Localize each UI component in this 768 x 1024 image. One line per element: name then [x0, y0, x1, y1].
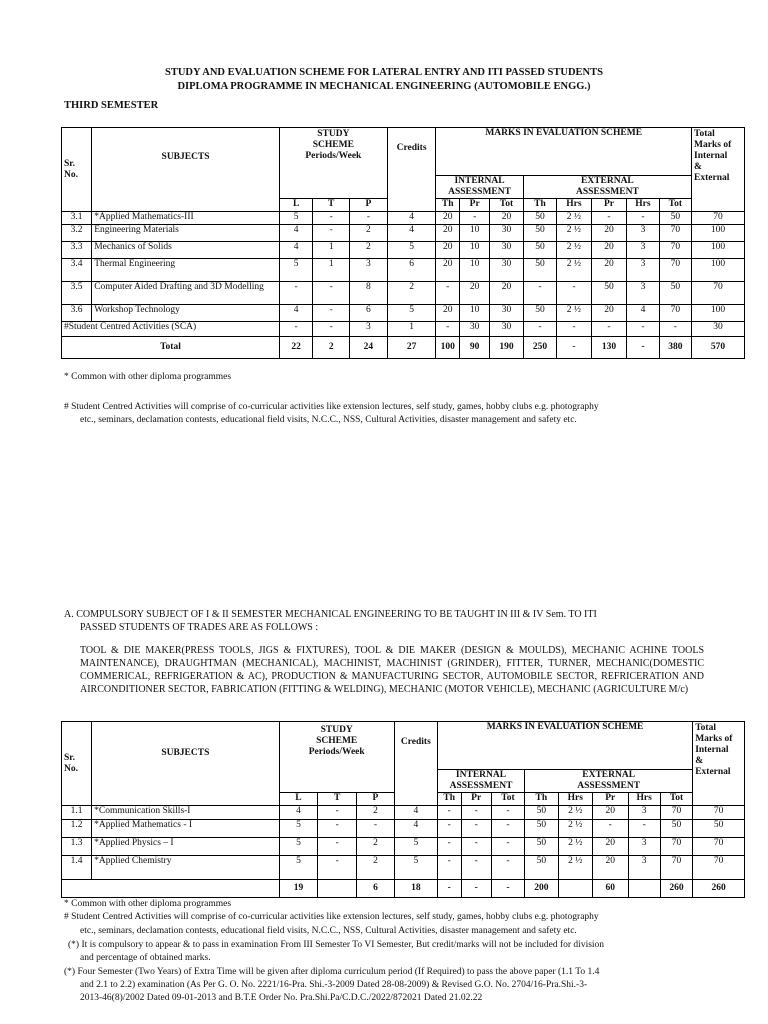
value-cell-ipr: 10: [460, 305, 490, 322]
value-cell-etot: 70: [659, 225, 691, 242]
value-cell-cr: 5: [387, 242, 436, 259]
total-cell-cr: 18: [394, 880, 437, 898]
value-cell-eth: -: [523, 322, 556, 337]
value-cell-epr: 20: [591, 242, 627, 259]
total-cell-t: [318, 880, 357, 898]
col-int-th: Th: [436, 199, 460, 212]
value-cell-total: 70: [692, 282, 745, 305]
value-cell-t: -: [313, 225, 350, 242]
value-cell-ehrs2: 3: [627, 282, 659, 305]
value-cell-p: -: [357, 820, 395, 838]
value-cell-t: -: [318, 820, 357, 838]
value-cell-ith: 20: [436, 259, 460, 282]
table-row-total: [62, 880, 745, 898]
col-ext-pr: Pr: [592, 793, 628, 806]
value-cell-total: 100: [692, 242, 745, 259]
total-cell-p: 6: [357, 880, 395, 898]
col-ext-hrs2: Hrs: [627, 199, 659, 212]
value-cell-ith: -: [436, 282, 460, 305]
sr-no-header: Sr. No.: [62, 128, 92, 212]
table-row: [62, 820, 745, 838]
study-scheme-header: STUDY SCHEME Periods/Week: [279, 128, 387, 199]
value-cell-eth: 50: [525, 856, 558, 880]
value-cell-epr: -: [592, 820, 628, 838]
subject-cell: Thermal Engineering: [92, 259, 280, 282]
value-cell-ipr: 20: [460, 282, 490, 305]
value-cell-ehrs2: -: [627, 322, 659, 337]
value-cell-ith: 20: [436, 225, 460, 242]
value-cell-itot: 30: [490, 322, 523, 337]
value-cell-l: 4: [279, 305, 312, 322]
sr-cell: 1.2: [62, 820, 92, 838]
sca-label: #Student Centred Activities (SCA): [62, 322, 280, 337]
total-cell-eth: 250: [523, 337, 556, 359]
total-cell-ehrs2: [628, 880, 660, 898]
total-cell-cr: 27: [387, 337, 436, 359]
value-cell-eth: 50: [523, 305, 556, 322]
value-cell-ith: -: [437, 806, 461, 820]
total-cell-epr: 60: [592, 880, 628, 898]
value-cell-itot: 20: [490, 212, 523, 225]
value-cell-total: 70: [693, 838, 745, 856]
col-p: P: [350, 199, 388, 212]
value-cell-p: 3: [350, 322, 388, 337]
subject-cell: *Applied Mathematics - I: [92, 820, 279, 838]
sr-no-header: Sr. No.: [62, 722, 92, 806]
total-cell-ehrs: [558, 880, 592, 898]
value-cell-ipr: -: [460, 212, 490, 225]
table-row: [62, 806, 745, 820]
credits-header: Credits: [394, 722, 437, 806]
total-cell-eth: 200: [525, 880, 558, 898]
value-cell-cr: 5: [394, 856, 437, 880]
value-cell-ipr: -: [461, 838, 491, 856]
value-cell-ehrs2: 3: [628, 838, 660, 856]
value-cell-l: 5: [279, 820, 318, 838]
value-cell-itot: -: [491, 806, 524, 820]
subject-cell: Mechanics of Solids: [92, 242, 280, 259]
value-cell-ith: -: [437, 856, 461, 880]
sr-cell: 3.2: [62, 225, 92, 242]
value-cell-ith: -: [437, 820, 461, 838]
sr-cell: 3.6: [62, 305, 92, 322]
table-row-total: [62, 337, 745, 359]
subjects-header: SUBJECTS: [92, 722, 279, 806]
value-cell-p: 2: [357, 838, 395, 856]
subject-cell: Computer Aided Drafting and 3D Modelling: [92, 282, 280, 305]
total-cell-itot: -: [491, 880, 524, 898]
table-row: [62, 259, 745, 282]
total-cell-t: 2: [313, 337, 350, 359]
third-semester-table: [61, 127, 745, 359]
value-cell-total: 100: [692, 259, 745, 282]
common-note-2: * Common with other diploma programmes: [64, 899, 232, 909]
value-cell-epr: 50: [591, 282, 627, 305]
col-int-tot: Tot: [490, 199, 523, 212]
col-ext-tot: Tot: [659, 199, 691, 212]
value-cell-cr: 6: [387, 259, 436, 282]
value-cell-eth: 50: [523, 242, 556, 259]
sr-cell: 3.3: [62, 242, 92, 259]
value-cell-ehrs: 2 ½: [557, 225, 592, 242]
value-cell-l: 5: [279, 856, 318, 880]
internal-assessment-header: INTERNAL ASSESSMENT: [437, 770, 524, 793]
total-cell-itot: 190: [490, 337, 523, 359]
value-cell-l: 5: [279, 838, 318, 856]
value-cell-etot: 50: [659, 212, 691, 225]
sr-cell: 3.4: [62, 259, 92, 282]
value-cell-etot: 50: [659, 282, 691, 305]
value-cell-ehrs: -: [557, 282, 592, 305]
total-cell-ipr: -: [461, 880, 491, 898]
value-cell-eth: 50: [523, 225, 556, 242]
value-cell-total: 30: [692, 322, 745, 337]
value-cell-ehrs: 2 ½: [557, 305, 592, 322]
value-cell-ehrs: 2 ½: [558, 820, 592, 838]
semester-heading: THIRD SEMESTER: [64, 100, 159, 111]
col-p: P: [357, 793, 395, 806]
value-cell-t: -: [313, 322, 350, 337]
value-cell-etot: 50: [660, 820, 692, 838]
sca-note-line2: etc., seminars, declamation contests, educational field visits, N.C.C., NSS, Cultural Activities, disaster management and safety etc.: [80, 415, 577, 425]
value-cell-itot: 30: [490, 305, 523, 322]
value-cell-ith: 20: [436, 242, 460, 259]
value-cell-etot: 70: [660, 806, 692, 820]
value-cell-ehrs2: 3: [627, 225, 659, 242]
value-cell-cr: 5: [394, 838, 437, 856]
value-cell-itot: 30: [490, 259, 523, 282]
value-cell-total: 100: [692, 305, 745, 322]
subject-cell: *Applied Chemistry: [92, 856, 279, 880]
value-cell-cr: 4: [387, 212, 436, 225]
sr-cell: 1.3: [62, 838, 92, 856]
internal-assessment-header: INTERNAL ASSESSMENT: [436, 176, 523, 199]
value-cell-ehrs: 2 ½: [557, 259, 592, 282]
value-cell-epr: 20: [591, 259, 627, 282]
value-cell-t: -: [313, 212, 350, 225]
sca-note-2-line1: # Student Centred Activities will comprise of co-curricular activities like extension lectures, self study, games, hobby clubs e.g. photography: [64, 912, 599, 922]
extra-time-note-line3: 2013-46(8)/2002 Dated 09-01-2013 and B.T.E Order No. Pra.Shi.Pa/C.D.C./2022/872021 Dated 21.02.22: [80, 993, 483, 1003]
value-cell-t: 1: [313, 242, 350, 259]
col-ext-tot: Tot: [660, 793, 692, 806]
sr-cell: 3.5: [62, 282, 92, 305]
table-row: [62, 856, 745, 880]
value-cell-etot: 70: [660, 838, 692, 856]
value-cell-etot: 70: [659, 305, 691, 322]
value-cell-l: 4: [279, 225, 312, 242]
col-l: L: [279, 199, 312, 212]
value-cell-eth: -: [523, 282, 556, 305]
value-cell-total: 70: [692, 212, 745, 225]
compulsory-note-line2: and percentage of obtained marks.: [80, 953, 211, 963]
total-cell-p: 24: [350, 337, 388, 359]
value-cell-eth: 50: [525, 806, 558, 820]
total-marks-header: Total Marks of Internal & External: [693, 722, 745, 806]
programme-title: DIPLOMA PROGRAMME IN MECHANICAL ENGINEERING (AUTOMOBILE ENGG.): [177, 81, 591, 92]
total-label: [62, 880, 280, 898]
value-cell-cr: 4: [394, 806, 437, 820]
value-cell-total: 100: [692, 225, 745, 242]
total-cell-total: 570: [692, 337, 745, 359]
value-cell-ith: -: [437, 838, 461, 856]
sca-note-line1: # Student Centred Activities will comprise of co-curricular activities like extension lectures, self study, games, hobby clubs e.g. photography: [64, 402, 599, 412]
common-note: * Common with other diploma programmes: [64, 372, 232, 382]
study-scheme-header: STUDY SCHEME Periods/Week: [279, 722, 394, 793]
sr-cell: 1.4: [62, 856, 92, 880]
value-cell-t: -: [318, 856, 357, 880]
value-cell-total: 50: [693, 820, 745, 838]
value-cell-eth: 50: [525, 838, 558, 856]
col-ext-th: Th: [525, 793, 558, 806]
value-cell-eth: 50: [523, 212, 556, 225]
table-row: [62, 282, 745, 305]
total-marks-header: Total Marks of Internal & External: [692, 128, 745, 212]
subject-cell: Workshop Technology: [92, 305, 280, 322]
section-a-heading-cont: PASSED STUDENTS OF TRADES ARE AS FOLLOWS :: [80, 622, 319, 633]
value-cell-p: 2: [350, 242, 388, 259]
table-row-sca: [62, 322, 745, 337]
value-cell-ipr: 10: [460, 259, 490, 282]
extra-time-note-line1: (*) Four Semester (Two Years) of Extra Time will be given after diploma curriculum period (If Required) to pass the above paper (1.1 To 1.4: [64, 967, 600, 977]
value-cell-epr: 20: [592, 838, 628, 856]
value-cell-epr: 20: [592, 806, 628, 820]
value-cell-ehrs2: 3: [628, 856, 660, 880]
total-cell-l: 22: [279, 337, 312, 359]
total-cell-etot: 380: [659, 337, 691, 359]
value-cell-l: -: [279, 282, 312, 305]
value-cell-t: -: [318, 838, 357, 856]
value-cell-total: 70: [693, 806, 745, 820]
value-cell-ehrs2: 3: [628, 806, 660, 820]
value-cell-epr: -: [591, 212, 627, 225]
value-cell-ehrs: 2 ½: [558, 838, 592, 856]
value-cell-epr: 20: [591, 305, 627, 322]
col-t: T: [318, 793, 357, 806]
table-row: [62, 838, 745, 856]
value-cell-l: 4: [279, 242, 312, 259]
marks-scheme-header: MARKS IN EVALUATION SCHEME: [436, 128, 692, 176]
value-cell-ehrs: 2 ½: [557, 212, 592, 225]
value-cell-p: 2: [350, 225, 388, 242]
subject-cell: *Applied Mathematics-III: [92, 212, 280, 225]
value-cell-ipr: 10: [460, 225, 490, 242]
subject-cell: Engineering Materials: [92, 225, 280, 242]
sr-cell: 3.1: [62, 212, 92, 225]
col-ext-hrs: Hrs: [557, 199, 592, 212]
value-cell-cr: 4: [394, 820, 437, 838]
subject-cell: *Communication Skills-I: [92, 806, 279, 820]
total-cell-etot: 260: [660, 880, 692, 898]
value-cell-eth: 50: [523, 259, 556, 282]
value-cell-ipr: 10: [460, 242, 490, 259]
value-cell-epr: 20: [592, 856, 628, 880]
col-ext-hrs: Hrs: [558, 793, 592, 806]
col-ext-pr: Pr: [591, 199, 627, 212]
value-cell-cr: 4: [387, 225, 436, 242]
col-t: T: [313, 199, 350, 212]
total-cell-epr: 130: [591, 337, 627, 359]
value-cell-itot: -: [491, 856, 524, 880]
value-cell-ipr: -: [461, 806, 491, 820]
extra-time-note-line2: and 2.1 to 2.2) examination (As Per G. O. No. 2221/16-Pra. Shi.-3-2009 Dated 28-08-2009) & Revised G.O. No. 2704/16-Pra.Shi.-3-: [80, 980, 588, 990]
value-cell-l: 5: [279, 259, 312, 282]
external-assessment-header: EXTERNAL ASSESSMENT: [523, 176, 691, 199]
marks-scheme-header: MARKS IN EVALUATION SCHEME: [437, 722, 692, 770]
subjects-header: SUBJECTS: [92, 128, 280, 212]
value-cell-ehrs: 2 ½: [558, 856, 592, 880]
value-cell-epr: -: [591, 322, 627, 337]
total-label: Total: [62, 337, 280, 359]
total-cell-l: 19: [279, 880, 318, 898]
col-int-pr: Pr: [460, 199, 490, 212]
value-cell-ith: -: [436, 322, 460, 337]
credits-header: Credits: [387, 128, 436, 212]
col-int-th: Th: [437, 793, 461, 806]
value-cell-cr: 5: [387, 305, 436, 322]
value-cell-p: 8: [350, 282, 388, 305]
value-cell-ehrs2: -: [627, 212, 659, 225]
value-cell-etot: 70: [659, 259, 691, 282]
value-cell-ehrs2: 3: [627, 259, 659, 282]
value-cell-t: -: [313, 305, 350, 322]
col-int-tot: Tot: [491, 793, 524, 806]
total-cell-total: 260: [693, 880, 745, 898]
trades-list: TOOL & DIE MAKER(PRESS TOOLS, JIGS & FIXTURES), TOOL & DIE MAKER (DESIGN & MOULDS), MECHANIC ACHINE TOOLS MAINTENANCE), DRAUGHTMAN (MECHANICAL), MACHINIST, MACHINIST (GRINDER), FITTER, TURNER, MECHANIC(DOMESTIC COMMERICAL, REFRIGERATION & AC), PRODUCTION & MANUFACTURING SECTOR, AUTOMOBILE SECTOR, REFRICERATION AND AIRCONDITIONER SECTOR, FABRICATION (FITTING & WELDING), MECHANIC (MOTOR VEHICLE), MECHANIC (AGRICULTURE M/c): [80, 645, 704, 695]
value-cell-ehrs2: 4: [627, 305, 659, 322]
total-cell-ehrs2: -: [627, 337, 659, 359]
sr-cell: 1.1: [62, 806, 92, 820]
col-ext-th: Th: [523, 199, 556, 212]
value-cell-l: 4: [279, 806, 318, 820]
value-cell-epr: 20: [591, 225, 627, 242]
value-cell-ehrs: 2 ½: [558, 806, 592, 820]
value-cell-l: -: [279, 322, 312, 337]
value-cell-p: 3: [350, 259, 388, 282]
external-assessment-header: EXTERNAL ASSESSMENT: [525, 770, 693, 793]
col-l: L: [279, 793, 318, 806]
value-cell-eth: 50: [525, 820, 558, 838]
sca-note-2-line2: etc., seminars, declamation contests, educational field visits, N.C.C., NSS, Cultural Activities, disaster management and safety etc.: [80, 926, 577, 936]
value-cell-ith: 20: [436, 305, 460, 322]
table-row: [62, 305, 745, 322]
value-cell-ehrs2: 3: [627, 242, 659, 259]
value-cell-ipr: -: [461, 820, 491, 838]
value-cell-p: 2: [357, 806, 395, 820]
compulsory-subjects-table: [61, 721, 745, 898]
total-cell-ith: -: [437, 880, 461, 898]
value-cell-p: -: [350, 212, 388, 225]
value-cell-p: 2: [357, 856, 395, 880]
value-cell-itot: 20: [490, 282, 523, 305]
total-cell-ipr: 90: [460, 337, 490, 359]
col-ext-hrs2: Hrs: [628, 793, 660, 806]
subject-cell: *Applied Physics – I: [92, 838, 279, 856]
section-a-heading: A. COMPULSORY SUBJECT OF I & II SEMESTER MECHANICAL ENGINEERING TO BE TAUGHT IN III & IV Sem. TO ITI: [64, 609, 597, 620]
col-int-pr: Pr: [461, 793, 491, 806]
table-row: [62, 212, 745, 225]
value-cell-etot: 70: [659, 242, 691, 259]
value-cell-total: 70: [693, 856, 745, 880]
value-cell-t: 1: [313, 259, 350, 282]
value-cell-ipr: 30: [460, 322, 490, 337]
value-cell-t: -: [313, 282, 350, 305]
value-cell-etot: 70: [660, 856, 692, 880]
value-cell-ipr: -: [461, 856, 491, 880]
value-cell-cr: 2: [387, 282, 436, 305]
value-cell-p: 6: [350, 305, 388, 322]
value-cell-etot: -: [659, 322, 691, 337]
table-row: [62, 225, 745, 242]
value-cell-itot: -: [491, 838, 524, 856]
value-cell-ehrs: 2 ½: [557, 242, 592, 259]
value-cell-itot: 30: [490, 225, 523, 242]
compulsory-note-line1: (*) It is compulsory to appear & to pass in examination From III Semester To VI Semester, But credit/marks will not be included for division: [68, 940, 605, 950]
value-cell-itot: -: [491, 820, 524, 838]
total-cell-ehrs: -: [557, 337, 592, 359]
value-cell-itot: 30: [490, 242, 523, 259]
document-title: STUDY AND EVALUATION SCHEME FOR LATERAL ENTRY AND ITI PASSED STUDENTS: [164, 67, 603, 78]
value-cell-ehrs: -: [557, 322, 592, 337]
value-cell-t: -: [318, 806, 357, 820]
total-cell-ith: 100: [436, 337, 460, 359]
table-row: [62, 242, 745, 259]
value-cell-ith: 20: [436, 212, 460, 225]
value-cell-cr: 1: [387, 322, 436, 337]
value-cell-l: 5: [279, 212, 312, 225]
value-cell-ehrs2: -: [628, 820, 660, 838]
